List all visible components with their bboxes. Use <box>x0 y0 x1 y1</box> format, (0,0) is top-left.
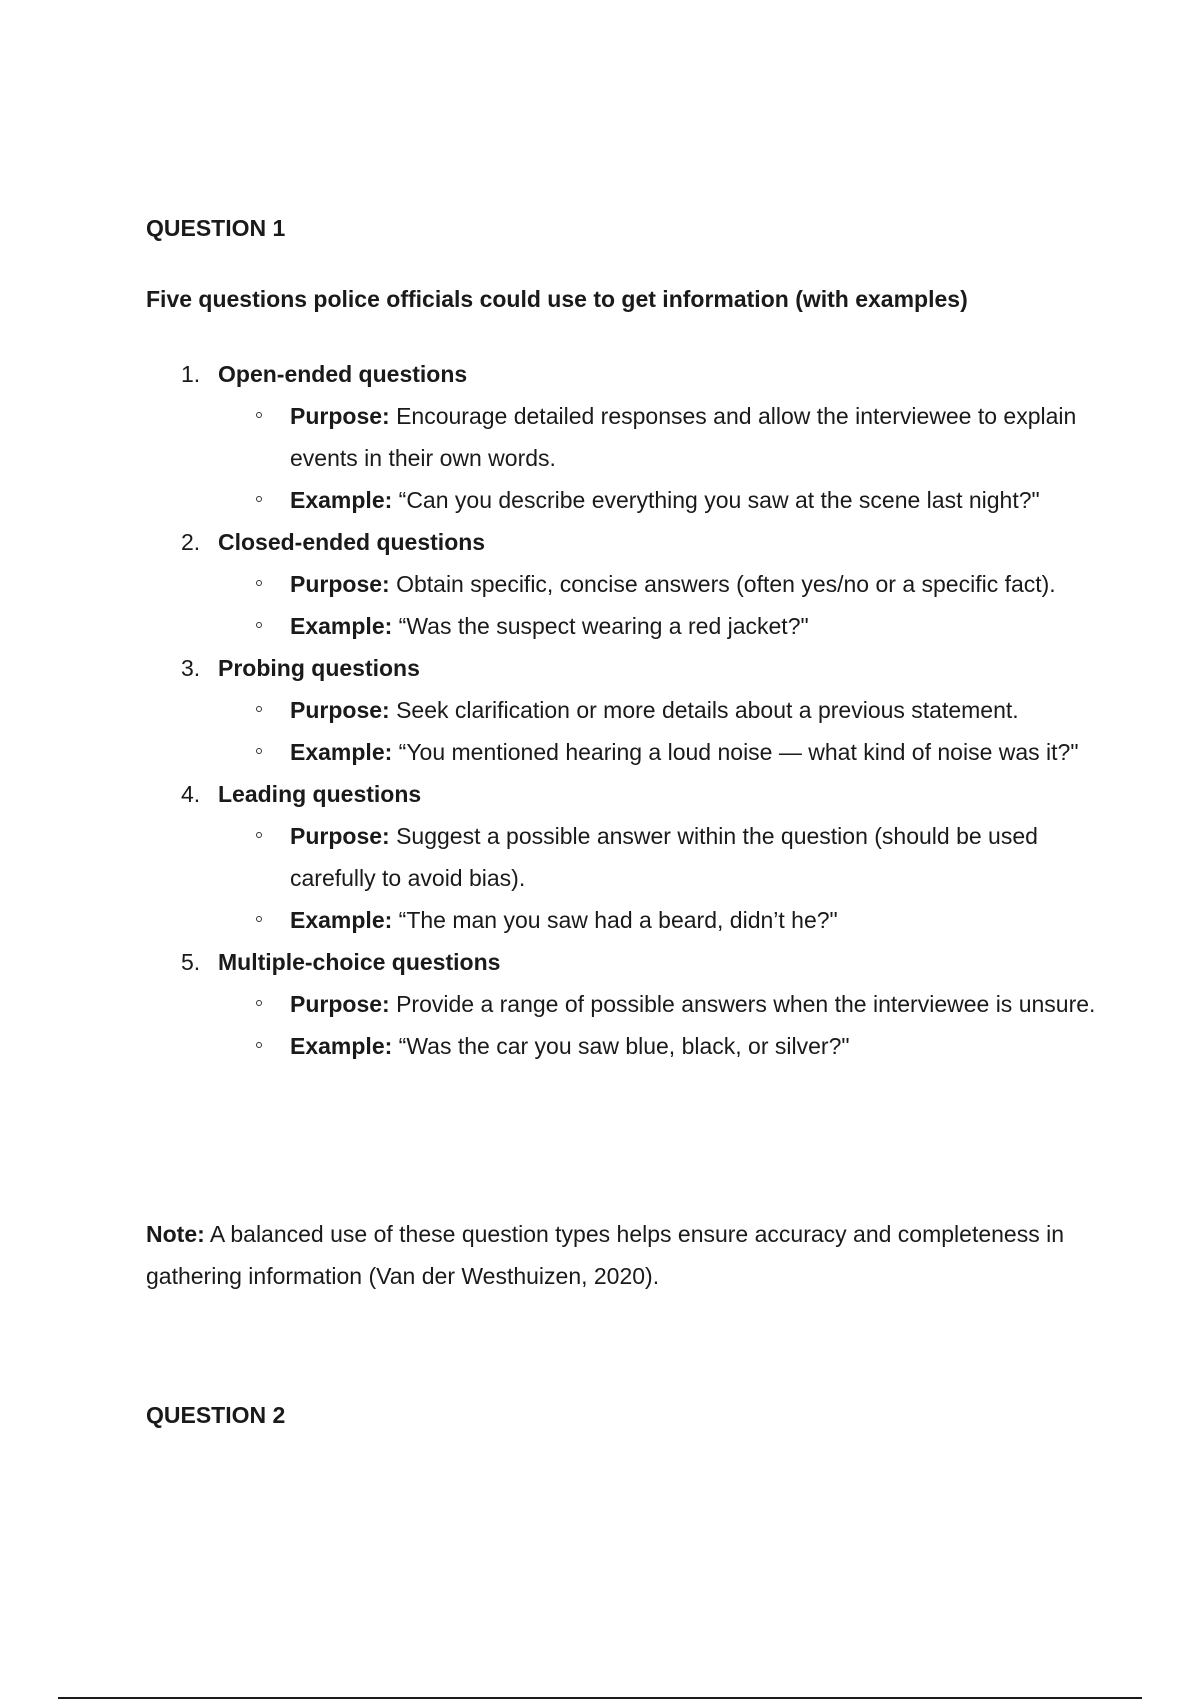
purpose-text: Seek clarification or more details about a previous statement. <box>396 697 1019 723</box>
list-number: 1. <box>181 361 201 387</box>
question-type-title: Leading questions <box>218 781 422 807</box>
question-type-title-row <box>146 773 1096 815</box>
example-label: Example: <box>290 739 393 765</box>
note-text: A balanced use of these question types helps ensure accuracy and completeness in gathering information (Van der Westhuizen, 2020). <box>146 1221 1065 1289</box>
hollow-bullet-icon <box>256 832 262 838</box>
question-type-details <box>146 689 1096 773</box>
example-line <box>146 479 1096 521</box>
purpose-line <box>146 689 1096 731</box>
purpose-line <box>146 395 1096 479</box>
example-line <box>146 1025 1096 1067</box>
question-type-item <box>146 773 1096 941</box>
hollow-bullet-icon <box>256 496 262 502</box>
question-type-title: Closed-ended questions <box>218 529 486 555</box>
example-line <box>146 899 1096 941</box>
example-text: “The man you saw had a beard, didn’t he?" <box>398 907 838 933</box>
question-type-title-row <box>146 521 1096 563</box>
question-type-details <box>146 395 1096 521</box>
example-text: “Was the car you saw blue, black, or silver?" <box>398 1033 850 1059</box>
question-type-item <box>146 941 1096 1067</box>
question-2-heading: QUESTION 2 <box>146 1402 286 1428</box>
page-bottom-rule <box>58 1697 1142 1699</box>
question-type-details <box>146 983 1096 1067</box>
question-type-item <box>146 353 1096 521</box>
hollow-bullet-icon <box>256 916 262 922</box>
example-line <box>146 731 1096 773</box>
hollow-bullet-icon <box>256 1000 262 1006</box>
purpose-label: Purpose: <box>290 697 390 723</box>
hollow-bullet-icon <box>256 748 262 754</box>
question-type-details <box>146 563 1096 647</box>
hollow-bullet-icon <box>256 1042 262 1048</box>
list-number: 5. <box>181 949 201 975</box>
hollow-bullet-icon <box>256 580 262 586</box>
purpose-text: Provide a range of possible answers when the interviewee is unsure. <box>396 991 1096 1017</box>
hollow-bullet-icon <box>256 706 262 712</box>
question-type-title: Multiple-choice questions <box>218 949 501 975</box>
question-types-list <box>146 353 1096 1067</box>
purpose-label: Purpose: <box>290 991 390 1017</box>
question-type-item <box>146 647 1096 773</box>
purpose-label: Purpose: <box>290 571 390 597</box>
purpose-text: Encourage detailed responses and allow the interviewee to explain events in their own words. <box>290 403 1077 471</box>
purpose-text: Suggest a possible answer within the question (should be used carefully to avoid bias). <box>290 823 1038 891</box>
purpose-line <box>146 815 1096 899</box>
question-type-title-row <box>146 647 1096 689</box>
hollow-bullet-icon <box>256 622 262 628</box>
list-number: 2. <box>181 529 201 555</box>
example-line <box>146 605 1096 647</box>
question-type-title: Open-ended questions <box>218 361 468 387</box>
example-text: “Was the suspect wearing a red jacket?" <box>398 613 809 639</box>
question-type-title-row <box>146 941 1096 983</box>
purpose-text: Obtain specific, concise answers (often yes/no or a specific fact). <box>396 571 1056 597</box>
example-text: “Can you describe everything you saw at the scene last night?" <box>398 487 1040 513</box>
example-text: “You mentioned hearing a loud noise — what kind of noise was it?" <box>398 739 1079 765</box>
question-1-subtitle: Five questions police officials could use to get information (with examples) <box>146 286 968 312</box>
note-label: Note: <box>146 1221 205 1247</box>
list-number: 4. <box>181 781 201 807</box>
hollow-bullet-icon <box>256 412 262 418</box>
question-type-title-row <box>146 353 1096 395</box>
question-type-details <box>146 815 1096 941</box>
question-type-item <box>146 521 1096 647</box>
question-1-heading: QUESTION 1 <box>146 215 286 241</box>
example-label: Example: <box>290 907 393 933</box>
note-paragraph <box>146 1213 1096 1297</box>
question-type-title: Probing questions <box>218 655 420 681</box>
purpose-line <box>146 983 1096 1025</box>
example-label: Example: <box>290 487 393 513</box>
list-number: 3. <box>181 655 201 681</box>
example-label: Example: <box>290 613 393 639</box>
purpose-label: Purpose: <box>290 403 390 429</box>
example-label: Example: <box>290 1033 393 1059</box>
purpose-line <box>146 563 1096 605</box>
purpose-label: Purpose: <box>290 823 390 849</box>
